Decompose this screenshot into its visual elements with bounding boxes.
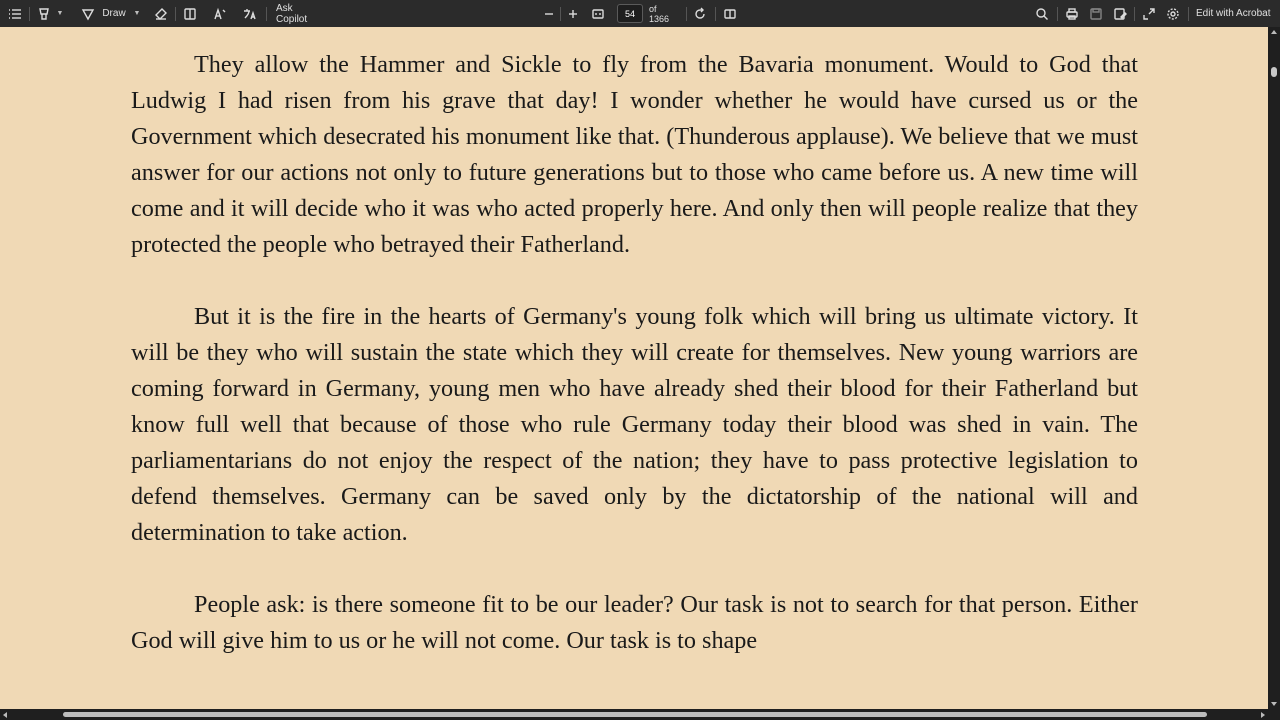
vertical-scroll-thumb[interactable] — [1271, 67, 1277, 77]
toolbar-divider — [1057, 7, 1058, 21]
rotate-icon[interactable] — [692, 0, 708, 27]
toolbar-divider — [1188, 7, 1189, 21]
fit-page-icon[interactable] — [591, 0, 605, 27]
scroll-right-arrow-icon[interactable] — [1261, 712, 1265, 718]
zoom-in-icon[interactable] — [566, 0, 580, 27]
draw-icon[interactable] — [80, 0, 96, 27]
toolbar-divider — [560, 7, 561, 21]
search-icon[interactable] — [1034, 0, 1050, 27]
document-text — [131, 47, 1138, 695]
toolbar-divider — [686, 7, 687, 21]
scroll-up-arrow-icon[interactable] — [1271, 30, 1277, 34]
read-aloud-icon[interactable] — [212, 0, 228, 27]
horizontal-scroll-thumb[interactable] — [63, 712, 1207, 717]
toolbar-divider — [29, 7, 30, 21]
toolbar-divider — [1134, 7, 1135, 21]
document-page — [0, 27, 1268, 709]
page-total-label: of 1366 — [649, 3, 670, 24]
paragraph: But it is the fire in the hearts of Germany's young folk which will bring us ultimate victory. It will be they who will sustain the state which they will create for themselves. New young warriors are coming forward in Germany, young men who have already shed their blood for their Fatherland but know full well that because of those who rule Germany today their blood was shed in vain. The parliamentarians do not enjoy the respect of the nation; they have to pass protective legislation to defend themselves. Germany can be saved only by the dictatorship of the national will and determination to take action. — [131, 303, 1138, 546]
page-view-icon[interactable] — [182, 0, 198, 27]
contents-icon[interactable] — [7, 0, 23, 27]
scroll-down-arrow-icon[interactable] — [1271, 702, 1277, 706]
horizontal-scrollbar[interactable] — [0, 709, 1280, 720]
draw-dropdown-chevron-down-icon[interactable]: ▼ — [133, 10, 141, 17]
paragraph: They allow the Hammer and Sickle to fly from the Bavaria monument. Would to God that Ludwig I had risen from his grave that day! I wonder whether he would have cursed us or the Government which desecrated his monument like that. (Thunderous applause). We believe that we must answer for our actions not only to future generations but to those who came before us. A new time will come and it will decide who it was who acted properly here. And only then will people realize that they protected the people who betrayed their Fatherland. — [131, 51, 1138, 258]
two-page-icon[interactable] — [722, 0, 738, 27]
page-number-input[interactable]: 54 — [617, 4, 643, 23]
vertical-scrollbar[interactable] — [1268, 27, 1280, 709]
save-as-icon[interactable] — [1112, 0, 1128, 27]
toolbar-divider — [715, 7, 716, 21]
settings-icon[interactable] — [1165, 0, 1181, 27]
paragraph: People ask: is there someone fit to be our leader? Our task is not to search for that person. Either God will give him to us or he will not come. Our task is to shape — [131, 591, 1138, 654]
draw-button[interactable]: Draw — [102, 8, 126, 19]
save-icon[interactable] — [1088, 0, 1104, 27]
fullscreen-icon[interactable] — [1141, 0, 1157, 27]
translate-icon[interactable] — [242, 0, 258, 27]
zoom-out-icon[interactable] — [542, 0, 556, 27]
eraser-icon[interactable] — [153, 0, 169, 27]
edit-with-acrobat-button[interactable]: Edit with Acrobat — [1196, 8, 1271, 19]
highlighter-icon[interactable] — [36, 0, 52, 27]
scroll-left-arrow-icon[interactable] — [3, 712, 7, 718]
toolbar — [0, 0, 1280, 27]
toolbar-divider — [175, 7, 176, 21]
highlighter-dropdown-chevron-down-icon[interactable]: ▼ — [56, 10, 64, 17]
toolbar-divider — [266, 7, 267, 21]
ask-copilot-button[interactable]: Ask Copilot — [276, 2, 308, 25]
print-icon[interactable] — [1064, 0, 1080, 27]
